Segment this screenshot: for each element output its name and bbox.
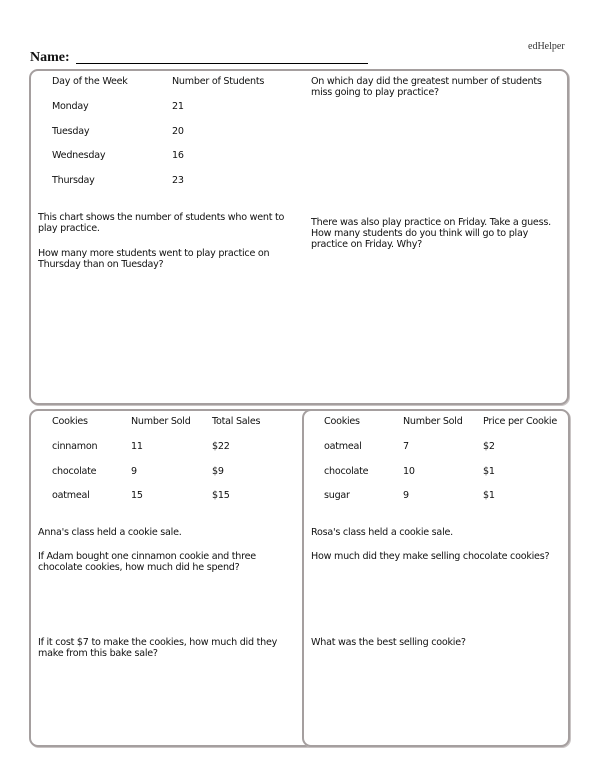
table-cell-sales: $15 — [212, 490, 230, 501]
table-cell-day: Thursday — [52, 175, 95, 186]
table-cell-sold: 10 — [403, 466, 415, 477]
table-cell-day: Tuesday — [52, 126, 90, 137]
table-cell-sales: $9 — [212, 466, 224, 477]
name-label: Name: — [30, 50, 70, 65]
question-text: If Adam bought one cinnamon cookie and three chocolate cookies, how much did he spend? — [38, 551, 256, 573]
brand-label: edHelper — [528, 41, 565, 52]
question-text: There was also play practice on Friday. Take a guess. How many students do you think will go to play practice on Friday. Why? — [311, 217, 551, 250]
table-header-number-sold: Number Sold — [403, 416, 463, 427]
table-cell-price: $1 — [483, 466, 495, 477]
table-cell-price: $2 — [483, 441, 495, 452]
table-cell-cookie: sugar — [324, 490, 350, 501]
question-text: How many more students went to play practice on Thursday than on Tuesday? — [38, 248, 270, 270]
table-cell-count: 20 — [172, 126, 184, 137]
table-cell-sales: $22 — [212, 441, 230, 452]
question-text: What was the best selling cookie? — [311, 637, 466, 648]
table-cell-cookie: oatmeal — [52, 490, 90, 501]
table-header-total-sales: Total Sales — [212, 416, 261, 427]
table-header-cookies: Cookies — [52, 416, 88, 427]
question-text: If it cost $7 to make the cookies, how much did they make from this bake sale? — [38, 637, 278, 659]
table-cell-count: 23 — [172, 175, 184, 186]
table-cell-count: 21 — [172, 101, 184, 112]
table-header-price: Price per Cookie — [483, 416, 558, 427]
table-cell-cookie: oatmeal — [324, 441, 362, 452]
table-cell-day: Monday — [52, 101, 89, 112]
section-rosa-cookie-sale — [302, 409, 570, 747]
table-header-students: Number of Students — [172, 76, 265, 87]
table-cell-cookie: cinnamon — [52, 441, 98, 452]
question-text: On which day did the greatest number of students miss going to play practice? — [311, 76, 542, 98]
table-cell-sold: 9 — [131, 466, 137, 477]
table-header-day: Day of the Week — [52, 76, 128, 87]
intro-text: This chart shows the number of students who went to play practice. — [38, 212, 285, 234]
name-input-line[interactable] — [76, 63, 368, 64]
section-anna-cookie-sale — [29, 409, 325, 747]
table-cell-sold: 9 — [403, 490, 409, 501]
table-cell-sold: 11 — [131, 441, 143, 452]
intro-text: Anna's class held a cookie sale. — [38, 527, 182, 538]
table-cell-cookie: chocolate — [52, 466, 97, 477]
table-cell-day: Wednesday — [52, 150, 106, 161]
table-cell-count: 16 — [172, 150, 184, 161]
table-cell-cookie: chocolate — [324, 466, 369, 477]
table-cell-sold: 7 — [403, 441, 409, 452]
intro-text: Rosa's class held a cookie sale. — [311, 527, 453, 538]
table-header-cookies: Cookies — [324, 416, 360, 427]
question-text: How much did they make selling chocolate cookies? — [311, 551, 550, 562]
table-cell-sold: 15 — [131, 490, 143, 501]
table-header-number-sold: Number Sold — [131, 416, 191, 427]
table-cell-price: $1 — [483, 490, 495, 501]
